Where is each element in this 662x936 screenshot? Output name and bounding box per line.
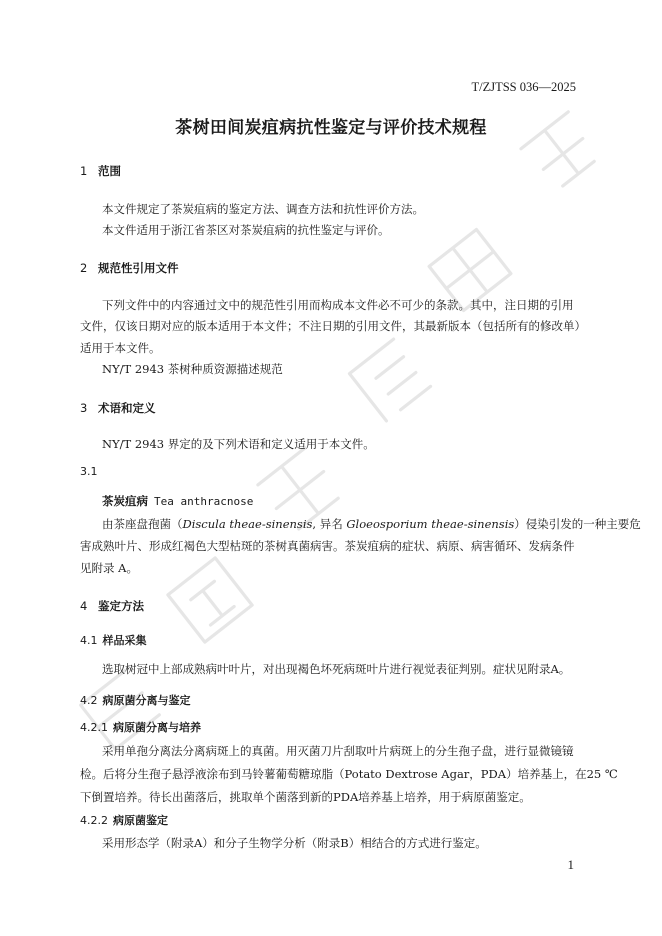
section-heading-normative-references: 2 规范性引用文件 bbox=[80, 261, 179, 275]
paragraph-line: 采用单孢分离法分离病斑上的真菌。用灭菌刀片刮取叶片病斑上的分生孢子盘，进行显微镜镜 bbox=[102, 744, 574, 758]
definition-line: 由茶座盘孢菌（Discula theae-sinensis, 异名 Gloeosporium theae-sinensis）侵染引发的一种主要危 bbox=[102, 517, 641, 531]
reference-item: NY/T 2943 茶树种质资源描述规范 bbox=[102, 362, 283, 376]
paragraph: 采用形态学（附录A）和分子生物学分析（附录B）相结合的方式进行鉴定。 bbox=[102, 836, 487, 850]
paragraph-line: 适用于本文件。 bbox=[80, 341, 161, 355]
section-heading-scope: 1 范围 bbox=[80, 164, 121, 178]
section-heading-terms: 3 术语和定义 bbox=[80, 401, 156, 415]
section-heading-identification-method: 4 鉴定方法 bbox=[80, 599, 144, 613]
document-code: T/ZJTSS 036—2025 bbox=[471, 80, 576, 94]
subsection-number: 3.1 bbox=[80, 465, 98, 478]
subsection-heading-sampling: 4.1 样品采集 bbox=[80, 634, 147, 647]
paragraph: 本文件适用于浙江省茶区对茶炭疽病的抗性鉴定与评价。 bbox=[102, 223, 390, 237]
definition-line: 害成熟叶片、形成红褐色大型枯斑的茶树真菌病害。茶炭疽病的症状、病原、病害循环、发病条件 bbox=[80, 539, 575, 553]
paragraph-line: 下列文件中的内容通过文中的规范性引用而构成本文件必不可少的条款。其中，注日期的引用 bbox=[102, 298, 574, 312]
term-entry: 茶炭疽病 Tea anthracnose bbox=[102, 494, 254, 508]
document-title: 茶树田间炭疽病抗性鉴定与评价技术规程 bbox=[175, 118, 487, 138]
paragraph: 选取树冠中上部成熟病叶叶片，对出现褐色坏死病斑叶片进行视觉表征判别。症状见附录A。 bbox=[102, 662, 571, 676]
paragraph: 本文件规定了茶炭疽病的鉴定方法、调查方法和抗性评价方法。 bbox=[102, 202, 424, 216]
subsection-heading-isolation: 4.2.1 病原菌分离与培养 bbox=[80, 721, 201, 734]
paragraph-line: 检。后将分生孢子悬浮液涂布到马铃薯葡萄糖琼脂（Potato Dextrose Agar，PDA）培养基上，在25 ℃ bbox=[80, 767, 618, 781]
paragraph-line: 下倒置培养。待长出菌落后，挑取单个菌落到新的PDA培养基上培养，用于病原菌鉴定。 bbox=[80, 790, 531, 804]
definition-line: 见附录 A。 bbox=[80, 561, 138, 575]
subsection-heading-identification: 4.2.2 病原菌鉴定 bbox=[80, 814, 168, 827]
paragraph: NY/T 2943 界定的及下列术语和定义适用于本文件。 bbox=[102, 437, 375, 451]
page-number: 1 bbox=[567, 857, 574, 872]
subsection-heading-pathogen: 4.2 病原菌分离与鉴定 bbox=[80, 694, 191, 707]
paragraph-line: 文件，仅该日期对应的版本适用于本文件；不注日期的引用文件，其最新版本（包括所有的修改单） bbox=[80, 319, 586, 333]
